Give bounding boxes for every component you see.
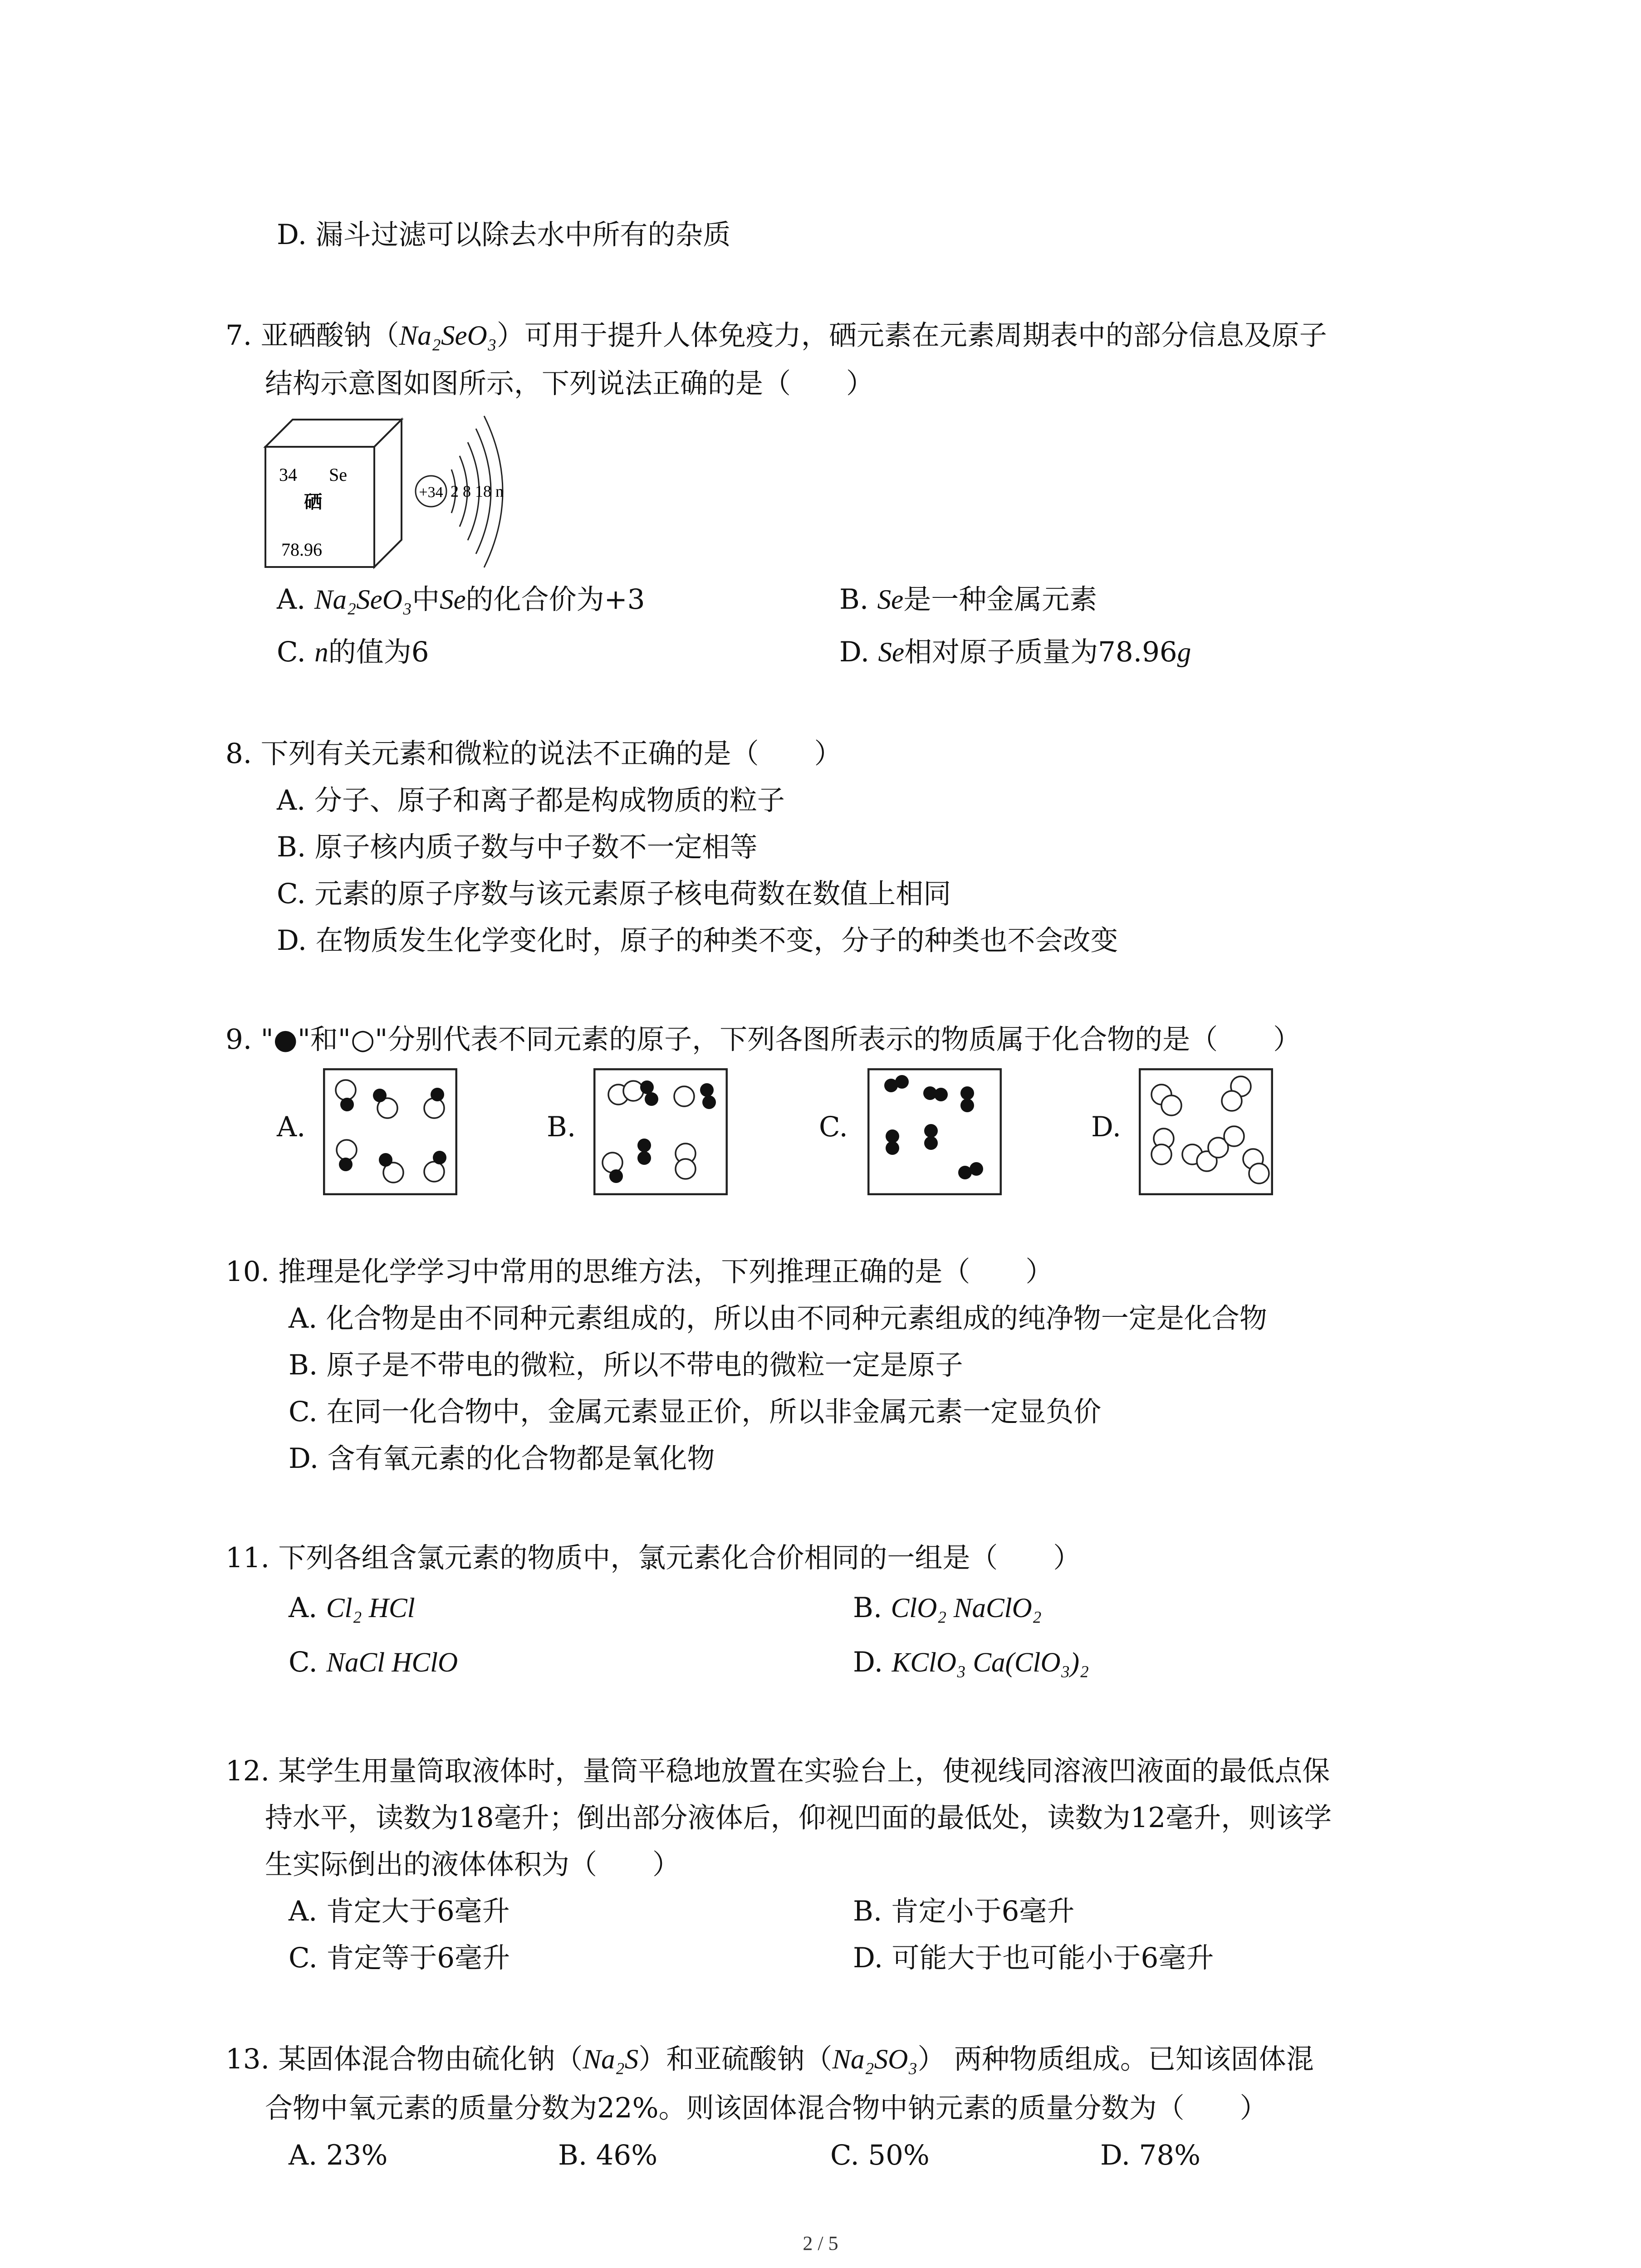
q8-stem: 8. 下列有关元素和微粒的说法不正确的是（ ） [225,738,842,770]
q10-option-a: A. 化合物是由不同种元素组成的，所以由不同种元素组成的纯净物一定是化合物 [289,1302,1267,1334]
q7-option-d: D. Se相对原子质量为78.96g [839,636,1191,668]
atomic-number: 34 [279,464,297,485]
q7-stem-line1: 7. 亚硒酸钠（Na₂SeO₃）可用于提升人体免疫力，硒元素在元素周期表中的部分信息及原子 [225,319,1327,352]
q10-stem: 10. 推理是化学学习中常用的思维方法，下列推理正确的是（ ） [225,1256,1053,1288]
atom-structure-diagram [416,416,504,567]
q7-number: 7. [225,319,252,352]
q10-option-c: C. 在同一化合物中，金属元素显正价，所以非金属元素一定显负价 [289,1396,1102,1428]
nucleus-charge: +34 [419,484,443,501]
q10-option-d: D. 含有氧元素的化合物都是氧化物 [289,1442,715,1475]
q9-box-a [323,1068,457,1195]
atomic-mass: 78.96 [281,539,322,560]
q9-stem: 9. "●"和"○"分别代表不同元素的原子，下列各图所表示的物质属于化合物的是（ ） [225,1023,1301,1056]
q9-label-d: D. [1091,1111,1122,1143]
q8-option-d: D. 在物质发生化学变化时，原子的种类不变，分子的种类也不会改变 [277,924,1118,957]
q12-option-a: A. 肯定大于6毫升 [289,1895,510,1927]
q13-stem-line2: 合物中氧元素的质量分数为22%。则该固体混合物中钠元素的质量分数为（ ） [265,2092,1268,2124]
q13-stem-line1: 13. 某固体混合物由硫化钠（Na₂S）和亚硫酸钠（Na₂SO₃） 两种物质组成。已知该固体混 [225,2043,1314,2075]
q9-box-b [593,1068,728,1195]
q12-stem-line3: 生实际倒出的液体体积为（ ） [265,1848,681,1881]
q12-stem-line2: 持水平，读数为18毫升；倒出部分液体后，仰视凹面的最低处，读数为12毫升，则该学 [265,1802,1332,1834]
q7-stem-line2: 结构示意图如图所示，下列说法正确的是（ ） [265,367,874,400]
selenium-figure [261,411,533,574]
page-number: 2 / 5 [803,2232,838,2254]
periodic-table-cell [265,420,402,567]
q6-option-d: D. 漏斗过滤可以除去水中所有的杂质 [277,219,731,251]
q11-option-a: A. Cl₂ HCl [289,1592,415,1624]
q13-option-b: B. 46% [558,2139,658,2171]
q8-option-c: C. 元素的原子序数与该元素原子核电荷数在数值上相同 [277,878,951,910]
q10-option-b: B. 原子是不带电的微粒，所以不带电的微粒一定是原子 [289,1349,963,1381]
element-name: 硒 [304,491,322,513]
q9-label-c: C. [819,1111,848,1143]
q9-box-d [1139,1068,1273,1195]
q12-option-d: D. 可能大于也可能小于6毫升 [853,1942,1214,1974]
q11-option-d: D. KClO₃ Ca(ClO₃)₂ [853,1646,1089,1678]
q11-option-b: B. ClO₂ NaClO₂ [853,1592,1042,1624]
q11-stem: 11. 下列各组含氯元素的物质中，氯元素化合价相同的一组是（ ） [225,1542,1081,1574]
element-symbol: Se [329,464,347,485]
q7-option-b: B. Se是一种金属元素 [839,583,1097,616]
q7-formula: Na₂SeO₃ [399,321,497,351]
q13-option-a: A. 23% [289,2139,388,2171]
q13-option-c: C. 50% [830,2139,930,2171]
q12-stem-line1: 12. 某学生用量筒取液体时，量筒平稳地放置在实验台上，使视线同溶液凹液面的最低点保 [225,1755,1330,1787]
q9-label-b: B. [547,1111,576,1143]
q9-label-a: A. [277,1111,306,1143]
q8-option-b: B. 原子核内质子数与中子数不一定相等 [277,831,758,863]
q13-option-d: D. 78% [1100,2139,1201,2171]
electron-shells: 2 8 18 n [451,482,504,500]
q12-option-b: B. 肯定小于6毫升 [853,1895,1075,1927]
q7-option-a: A. Na₂SeO₃中Se的化合价为+3 [277,583,645,616]
q7-option-c: C. n的值为6 [277,636,429,668]
q12-option-c: C. 肯定等于6毫升 [289,1942,510,1974]
q9-box-c [867,1068,1002,1195]
q8-option-a: A. 分子、原子和离子都是构成物质的粒子 [277,784,785,816]
q11-option-c: C. NaCl HClO [289,1646,458,1678]
